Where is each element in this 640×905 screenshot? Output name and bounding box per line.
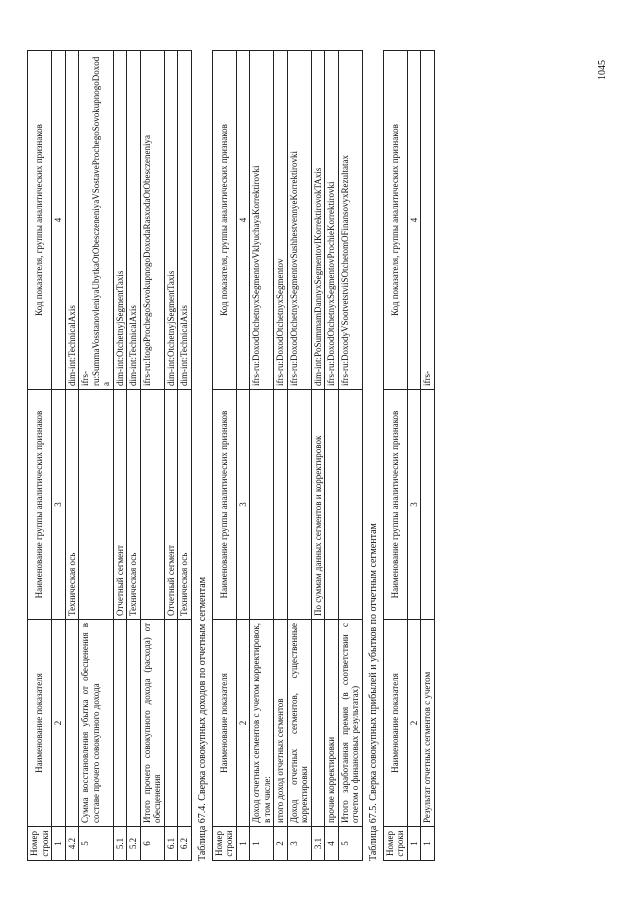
col-header-code: Код показателя, группы аналитических признаков <box>383 51 407 390</box>
group-name: Техническая ось <box>127 390 141 620</box>
code: ifrs-ru:SummaVosstanovleniyaUbytkaOtObesczeneniyaVSostaveProchegoSovokupnogoDoxoda <box>79 51 114 390</box>
indicator-name <box>127 620 141 827</box>
table-row <box>113 51 127 861</box>
indicator-name <box>311 620 325 827</box>
col-header-number: Номер строки <box>28 827 52 861</box>
col-num: 4 <box>236 51 250 390</box>
row-number: 2 <box>274 827 288 861</box>
code: ifrs-ru:DoxodOtchetnyxSegmentovVklyuchayaKorrektirovki <box>250 51 274 390</box>
code: ifrs- <box>421 51 435 390</box>
table-row <box>325 51 339 861</box>
table-row <box>287 51 311 861</box>
table-67-5 <box>383 50 435 861</box>
col-num: 2 <box>236 620 250 827</box>
row-number: 6 <box>140 827 164 861</box>
table-67-4 <box>212 50 363 861</box>
group-name: Отчетный сегмент <box>113 390 127 620</box>
table-header-num-row <box>52 51 66 861</box>
col-num: 4 <box>52 51 66 390</box>
row-number: 4 <box>325 827 339 861</box>
col-num: 1 <box>407 827 421 861</box>
table-row <box>274 51 288 861</box>
code: ifrs-ru:DoxodOtchetnyxSegmentovProchieKorrektirovki <box>325 51 339 390</box>
row-number: 6.1 <box>164 827 178 861</box>
indicator-name: Результат отчетных сегментов с учетом <box>421 620 435 827</box>
col-header-indicator-name: Наименование показателя <box>212 620 236 827</box>
table-caption: Таблица 67.5. Сверка совокупных прибылей и убытков по отчетным сегментам <box>367 523 379 861</box>
rotated-page-content <box>7 0 640 889</box>
col-header-group-name: Наименование группы аналитических признаков <box>28 390 52 620</box>
code: dim-int:TechnicalAxis <box>127 51 141 390</box>
code: dim-int:TechnicalAxis <box>65 51 79 390</box>
tables-container <box>27 31 435 861</box>
col-header-group-name: Наименование группы аналитических признаков <box>383 390 407 620</box>
col-header-indicator-name: Наименование показателя <box>383 620 407 827</box>
table-header-row <box>28 51 52 861</box>
code: ifrs-ru:ItogoProchegoSovokupnogoDoxodaRasxodaOtObesczeneniya <box>140 51 164 390</box>
indicator-name: Доход отчетных сегментов с учетом корректировок, в том числе: <box>250 620 274 827</box>
group-name <box>250 390 274 620</box>
col-header-group-name: Наименование группы аналитических признаков <box>212 390 236 620</box>
col-num: 2 <box>407 620 421 827</box>
row-number: 3 <box>287 827 311 861</box>
group-name <box>421 390 435 620</box>
group-name <box>274 390 288 620</box>
indicator-name: Доход отчетных сегментов, существенные корректировки <box>287 620 311 827</box>
row-number: 3.1 <box>311 827 325 861</box>
group-name <box>287 390 311 620</box>
indicator-name <box>178 620 192 827</box>
table-row <box>178 51 192 861</box>
group-name <box>338 390 362 620</box>
table-header-row <box>212 51 236 861</box>
col-header-code: Код показателя, группы аналитических признаков <box>212 51 236 390</box>
col-num: 3 <box>407 390 421 620</box>
table-header-num-row <box>236 51 250 861</box>
table-caption: Таблица 67.4. Сверка совокупных доходов по отчетным сегментам <box>196 576 208 861</box>
indicator-name <box>65 620 79 827</box>
table-row <box>164 51 178 861</box>
table-header-num-row <box>407 51 421 861</box>
col-header-number: Номер строки <box>383 827 407 861</box>
table-row <box>311 51 325 861</box>
col-num: 1 <box>52 827 66 861</box>
col-num: 1 <box>236 827 250 861</box>
col-num: 4 <box>407 51 421 390</box>
table-continuation <box>27 50 192 861</box>
table-row <box>127 51 141 861</box>
table-row <box>250 51 274 861</box>
col-num: 3 <box>52 390 66 620</box>
code: ifrs-ru:DoxodyVSootvetstviiSOtchetomOFinansovyxRezultatax <box>338 51 362 390</box>
table-row <box>421 51 435 861</box>
group-name: Техническая ось <box>178 390 192 620</box>
page-number: 1045 <box>597 60 608 80</box>
row-number: 5 <box>79 827 114 861</box>
indicator-name: Итого прочего совокупного дохода (расхода) от обесценения <box>140 620 164 827</box>
indicator-name <box>164 620 178 827</box>
group-name: По суммам данных сегментов и корректировок <box>311 390 325 620</box>
group-name <box>79 390 114 620</box>
col-num: 3 <box>236 390 250 620</box>
col-header-code: Код показателя, группы аналитических признаков <box>28 51 52 390</box>
col-num: 2 <box>52 620 66 827</box>
code: ifrs-ru:DoxodOtchetnyxSegmentovSushhestvennyeKorrektirovki <box>287 51 311 390</box>
table-row <box>65 51 79 861</box>
indicator-name: Итого заработанная премия (в соответствии с отчетом о финансовых результатах) <box>338 620 362 827</box>
table-row <box>140 51 164 861</box>
code: ifrs-ru:DoxodOtchetnyxSegmentov <box>274 51 288 390</box>
code: dim-int:PoSummamDannyxSegmentovIKorrektirovokTAxis <box>311 51 325 390</box>
code: dim-int:OtchetnyjSegmentTaxis <box>164 51 178 390</box>
table-row <box>79 51 114 861</box>
indicator-name: итого доход отчетных сегментов <box>274 620 288 827</box>
row-number: 6.2 <box>178 827 192 861</box>
table-row <box>338 51 362 861</box>
indicator-name: прочие корректировки <box>325 620 339 827</box>
row-number: 1 <box>250 827 274 861</box>
table-header-row <box>383 51 407 861</box>
indicator-name: Сумма восстановления убытка от обесценения в составе прочего совокупного дохода <box>79 620 114 827</box>
code: dim-int:TechnicalAxis <box>178 51 192 390</box>
col-header-number: Номер строки <box>212 827 236 861</box>
group-name: Техническая ось <box>65 390 79 620</box>
row-number: 5 <box>338 827 362 861</box>
indicator-name <box>113 620 127 827</box>
row-number: 5.1 <box>113 827 127 861</box>
row-number: 5.2 <box>127 827 141 861</box>
row-number: 4.2 <box>65 827 79 861</box>
code: dim-int:OtchetnyjSegmentTaxis <box>113 51 127 390</box>
row-number: 1 <box>421 827 435 861</box>
group-name: Отчетный сегмент <box>164 390 178 620</box>
group-name <box>140 390 164 620</box>
col-header-indicator-name: Наименование показателя <box>28 620 52 827</box>
group-name <box>325 390 339 620</box>
